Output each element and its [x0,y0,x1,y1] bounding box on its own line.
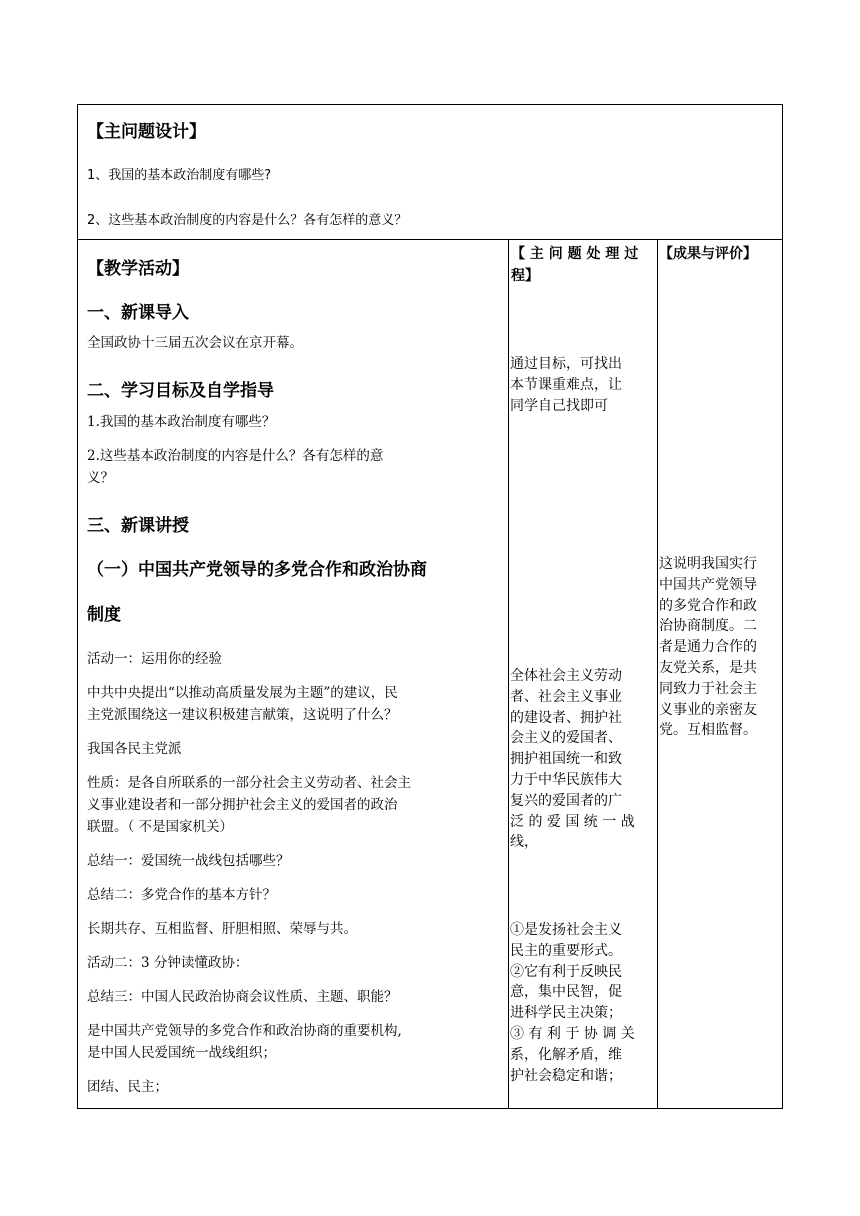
note-line: 线， [510,834,538,851]
design-question-2: 2、这些基本政治制度的内容是什么？各有怎样的意义？ [87,213,408,228]
paragraph-3-line2: 义事业建设者和一部分拥护社会主义的爱国者的政治 [87,797,398,813]
note-line: 民主的重要形式。 [510,942,622,959]
note-line: 友党关系，是共 [659,659,757,676]
evaluation-note [659,554,757,741]
process-header-line2: 程】 [511,268,539,284]
paragraph-4-line2: 是中国人民爱国统一战线组织； [87,1045,276,1061]
note-line: 全体社会主义劳动 [510,668,622,684]
paragraph-3-line1: 性质：是各自所联系的一部分社会主义劳动者、社会主 [87,775,411,791]
section-1-title: 一、新课导入 [87,303,189,323]
note-line: 的多党合作和政 [659,597,757,614]
note-line: ①是发扬社会主义 [510,922,622,938]
objective-2-line1: 2.这些基本政治制度的内容是什么？各有怎样的意 [87,448,384,464]
process-header-line1: 【 主 问 题 处 理 过 [511,246,639,262]
process-note-objectives [510,354,622,416]
note-line: 同致力于社会主 [659,680,757,697]
note-line: 复兴的爱国者的广 [510,792,622,809]
activity-header: 【教学活动】 [87,259,189,279]
objective-2-line2: 义？ [87,470,114,486]
summary-1: 总结一：爱国统一战线包括哪些？ [87,853,290,869]
section-1-text: 全国政协十三届五次会议在京开幕。 [87,335,303,351]
paragraph-5: 团结、民主； [87,1079,168,1095]
design-heading: 【主问题设计】 [87,122,206,142]
note-line: 者、社会主义事业 [510,688,622,705]
summary-3: 总结三：中国人民政治协商会议性质、主题、职能？ [87,989,398,1005]
note-line: 会主义的爱国者、 [510,730,622,747]
section-3-title: 三、新课讲授 [87,516,189,536]
activity-column [77,239,509,1109]
note-line: 中国共产党领导 [659,576,757,593]
evaluation-header: 【成果与评价】 [659,246,757,262]
basic-policy: 长期共存、互相监督、肝胆相照、荣辱与共。 [87,921,357,937]
note-line: 意，集中民智，促 [510,984,622,1001]
activity-2-label: 活动二：3 分钟读懂政协： [87,955,249,971]
section-2-title: 二、学习目标及自学指导 [87,381,274,401]
note-line: 泛 的 爱 国 统 一 战 [510,813,635,830]
process-note-united-front [510,666,635,853]
note-line: 拥护祖国统一和致 [510,751,622,768]
design-question-1: 1、我国的基本政治制度有哪些? [87,168,272,183]
paragraph-4-line1: 是中国共产党领导的多党合作和政治协商的重要机构, [87,1023,402,1039]
note-line: 进科学民主决策； [510,1005,622,1022]
note-line: ②它有利于反映民 [510,963,622,980]
paragraph-3-line3: 联盟。（ 不是国家机关） [87,819,234,835]
note-line: 力于中华民族伟大 [510,771,622,788]
note-line: 治协商制度。二 [659,618,757,635]
summary-2: 总结二：多党合作的基本方针？ [87,887,276,903]
subsection-1-line2: 制度 [87,605,121,625]
paragraph-1-line2: 主党派围绕这一建议积极建言献策，这说明了什么？ [87,707,398,723]
note-line: 本节课重难点，让 [510,376,622,393]
note-line: 的建设者、拥护社 [510,709,622,726]
note-line: 者是通力合作的 [659,639,757,656]
note-line: 护社会稳定和谐； [510,1067,622,1084]
note-line: 系，化解矛盾，维 [510,1046,622,1063]
subsection-1-line1: （一）中国共产党领导的多党合作和政治协商 [87,560,427,580]
process-note-cppcc-significance [510,920,635,1086]
paragraph-2: 我国各民主党派 [87,741,182,757]
note-line: 通过目标，可找出 [510,356,622,372]
paragraph-1-line1: 中共中央提出“以推动高质量发展为主题”的建议，民 [87,685,398,701]
note-line: 义事业的亲密友 [659,701,757,718]
note-line: ③ 有 利 于 协 调 关 [510,1025,635,1042]
note-line: 这说明我国实行 [659,556,757,572]
note-line: 同学自己找即可 [510,397,608,414]
objective-1: 1.我国的基本政治制度有哪些？ [87,414,276,430]
activity-1-label: 活动一：运用你的经验 [87,651,222,667]
note-line: 党。互相监督。 [659,722,757,739]
